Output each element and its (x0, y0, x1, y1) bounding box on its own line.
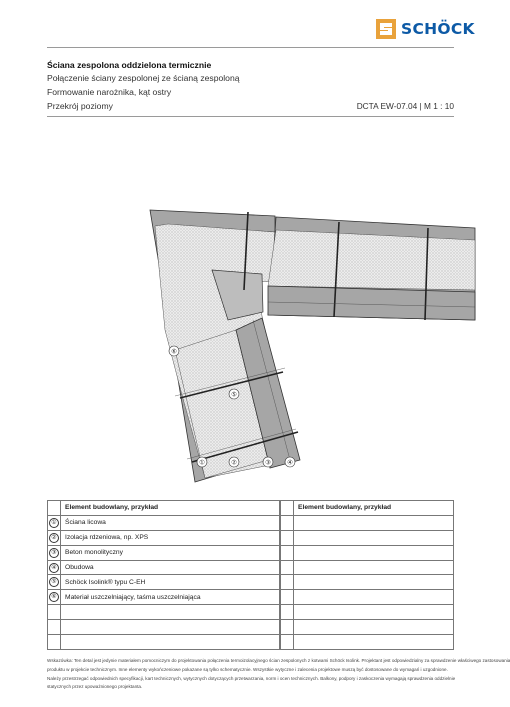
legend-row-empty (48, 635, 280, 650)
callout-3 (263, 457, 273, 467)
legend-header-left: Element budowlany, przykład (61, 501, 280, 516)
legend-row (48, 515, 280, 530)
legend-row-empty (281, 545, 454, 560)
legend-number: ④ (49, 563, 59, 573)
right-inner-leaf (268, 286, 475, 320)
legend-number: ⑥ (49, 592, 59, 602)
legend-row (48, 575, 280, 590)
legend-number: ③ (49, 548, 59, 558)
legend-row-empty (48, 605, 280, 620)
legend-header-row (281, 501, 454, 516)
svg-text:⑥: ⑥ (171, 347, 177, 356)
legend-row (48, 530, 280, 545)
right-panel-insulation (268, 230, 475, 290)
svg-text:③: ③ (265, 458, 271, 467)
callout-5 (229, 389, 239, 399)
legend-row (48, 560, 280, 575)
legend-number: ② (49, 533, 59, 543)
drawing-code: DCTA EW-07.04 | M 1 : 10 (356, 101, 454, 111)
callout-2 (229, 457, 239, 467)
legend-table-left (47, 500, 280, 650)
disclaimer-line: Wskazówka: Ten detal jest jedynie materiałem pomocniczym do projektowania połączenia termoizolacyjnego ścian zespolonych z kotwami Schöck Isolink. Projektant jest odpowiedzialny za sprawdzenie właściwego zastosowania (47, 658, 510, 663)
callout-4 (285, 457, 295, 467)
disclaimer-line: Należy przestrzegać odpowiednich specyfikacji, kart technicznych, wytycznych dotyczących przetwarzania, norm i ocen technicznych. Balkony, podpory i zaskoczenia wymagają sprawdzenia oddzielnie (47, 675, 456, 681)
legend (47, 500, 454, 638)
legend-label: Izolacja rdzeniowa, np. XPS (61, 530, 280, 545)
disclaimer-line: statycznych przez upoważnionego projektanta. (47, 684, 143, 690)
svg-text:①: ① (199, 458, 205, 467)
legend-label: Schöck Isolink® typu C-EH (61, 575, 280, 590)
svg-text:④: ④ (287, 458, 293, 467)
legend-row (48, 545, 280, 560)
callout-1 (197, 457, 207, 467)
technical-drawing (0, 186, 500, 486)
legend-row-empty (281, 635, 454, 650)
svg-text:②: ② (231, 458, 237, 467)
legend-row-empty (281, 575, 454, 590)
legend-header-row (48, 501, 280, 516)
legend-header-right: Element budowlany, przykład (294, 501, 454, 516)
legend-row-empty (281, 515, 454, 530)
legend-table-right (280, 500, 454, 650)
disclaimer-line: produktu w projekcie technicznym. Inne elementy wykończeniowe pokazane są tylko schematycznie. Wszystkie wytyczne i zalecenia projektowe muszą być dostosowane do wymagań i uzgodnione. (47, 666, 448, 672)
legend-row-empty (281, 530, 454, 545)
subtitle-section: Przekrój poziomy (47, 101, 113, 111)
legend-number: ⑤ (49, 577, 59, 587)
disclaimer (47, 657, 510, 692)
legend-row-empty (281, 560, 454, 575)
legend-label: Beton monolityczny (61, 545, 280, 560)
schock-logo-mark (376, 19, 396, 39)
page-title: Ściana zespolona oddzielona termicznie (47, 60, 212, 70)
svg-text:⑤: ⑤ (231, 390, 237, 399)
legend-row-empty (48, 620, 280, 635)
legend-label: Ściana licowa (61, 515, 280, 530)
legend-row-empty (281, 620, 454, 635)
legend-label: Obudowa (61, 560, 280, 575)
subtitle-corner: Formowanie narożnika, kąt ostry (47, 87, 172, 97)
legend-row (48, 590, 280, 605)
legend-number: ① (49, 518, 59, 528)
brand-name: SCHÖCK (401, 20, 475, 38)
callout-6 (169, 346, 179, 356)
legend-label: Materiał uszczelniający, taśma uszczelniająca (61, 590, 280, 605)
subtitle-connection: Połączenie ściany zespolonej ze ścianą zespoloną (47, 73, 240, 83)
header-divider (47, 116, 454, 117)
schock-logo (376, 18, 475, 40)
top-divider (47, 47, 454, 48)
legend-row-empty (281, 605, 454, 620)
legend-row-empty (281, 590, 454, 605)
